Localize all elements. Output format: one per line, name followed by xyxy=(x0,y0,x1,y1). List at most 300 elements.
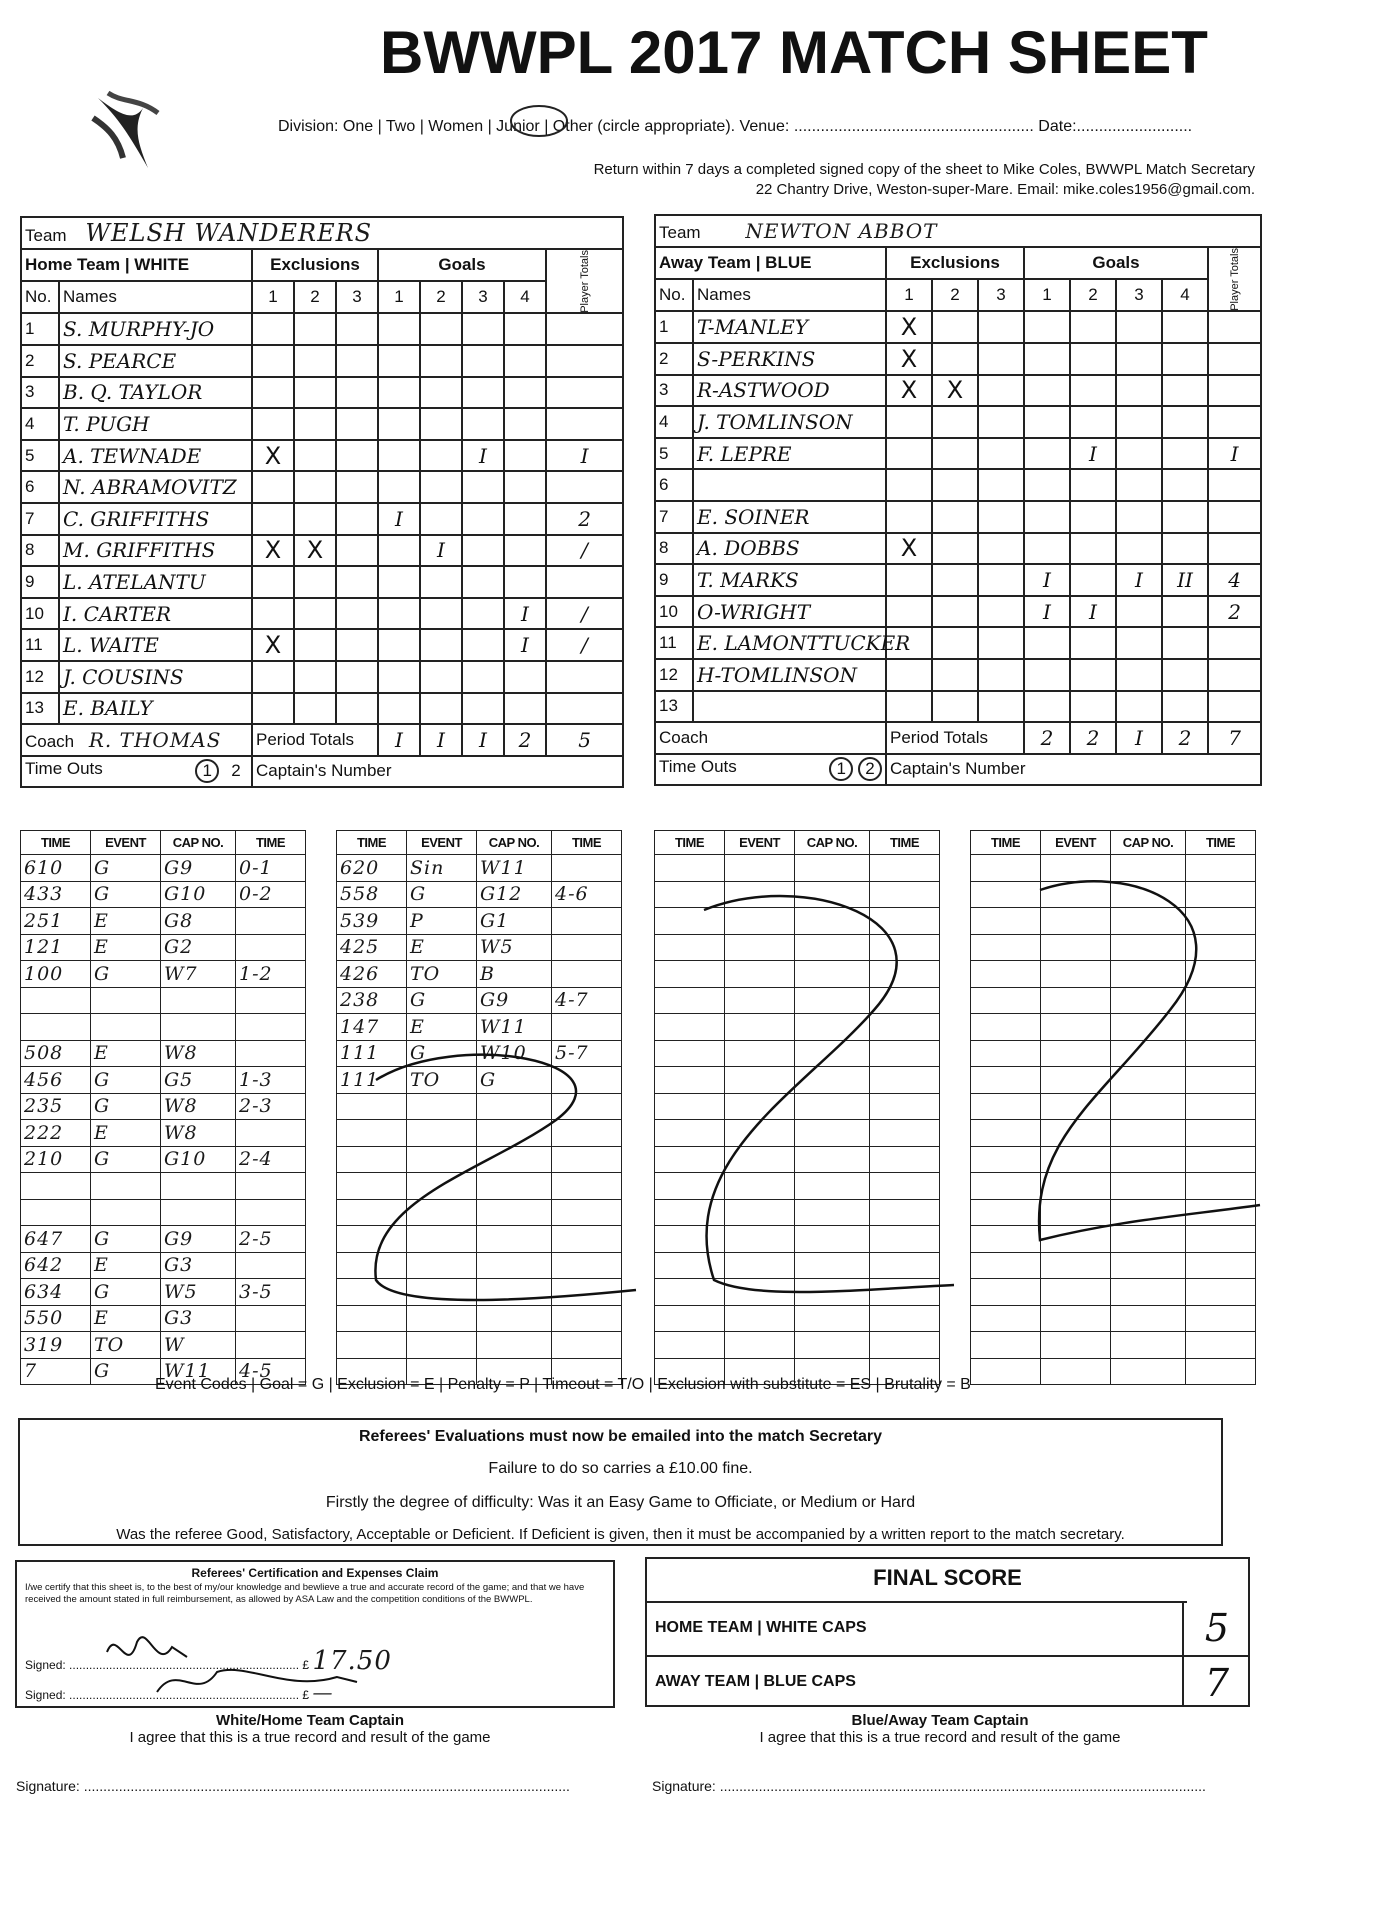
exclusion-mark xyxy=(294,598,336,630)
away-timeout-1: 1 xyxy=(829,757,853,781)
log-cell: G9 xyxy=(161,1226,236,1253)
exclusion-mark xyxy=(252,345,294,377)
log-cell xyxy=(870,1040,940,1067)
home-grand-total: 5 xyxy=(546,724,623,756)
player-total xyxy=(546,377,623,409)
log-cell xyxy=(725,1067,795,1094)
log-header-cell: TIME xyxy=(337,831,407,855)
log-cell xyxy=(1111,934,1186,961)
expense-amount-1: 17.50 xyxy=(312,1646,392,1676)
goal-mark xyxy=(504,345,546,377)
home-player-row xyxy=(21,408,623,440)
log-cell xyxy=(337,1173,407,1200)
player-total xyxy=(546,313,623,345)
player-name: E. LAMONTTUCKER xyxy=(693,627,886,659)
log-cell xyxy=(337,1146,407,1173)
away-player-rows xyxy=(655,311,1261,722)
away-captain-signature-line[interactable]: Signature: ............................................................................................................................. xyxy=(652,1778,1206,1794)
goal-col-1: 1 xyxy=(378,281,420,313)
log-cell: E xyxy=(91,1252,161,1279)
exclusion-mark xyxy=(932,659,978,691)
log-row xyxy=(337,1067,622,1094)
log-row xyxy=(971,1093,1256,1120)
log-cell xyxy=(161,1173,236,1200)
log-cell: 539 xyxy=(337,908,407,935)
goal-mark xyxy=(1024,627,1070,659)
log-cell xyxy=(725,1146,795,1173)
home-final-score: 5 xyxy=(1182,1601,1250,1655)
goal-mark xyxy=(420,471,462,503)
home-period-total: I xyxy=(378,724,420,756)
log-cell xyxy=(971,1332,1041,1359)
player-total: / xyxy=(546,629,623,661)
exclusion-mark xyxy=(294,471,336,503)
log-cell xyxy=(655,1279,725,1306)
player-total xyxy=(546,693,623,725)
log-cell: G xyxy=(477,1067,552,1094)
goal-mark xyxy=(1162,501,1208,533)
exclusion-mark xyxy=(294,408,336,440)
player-total xyxy=(1208,659,1261,691)
log-cell xyxy=(725,1173,795,1200)
log-cell xyxy=(725,1120,795,1147)
log-row xyxy=(21,855,306,882)
exclusions-header: Exclusions xyxy=(252,249,378,281)
home-team-name: WELSH WANDERERS xyxy=(85,218,373,247)
player-number: 2 xyxy=(21,345,59,377)
log-header-cell: TIME xyxy=(971,831,1041,855)
log-cell xyxy=(655,1014,725,1041)
player-number: 9 xyxy=(21,566,59,598)
log-cell: 426 xyxy=(337,961,407,988)
goal-mark xyxy=(462,503,504,535)
log-row xyxy=(655,908,940,935)
log-cell xyxy=(971,1279,1041,1306)
player-name: T-MANLEY xyxy=(693,311,886,343)
goal-mark xyxy=(420,408,462,440)
log-header-cell: TIME xyxy=(552,831,622,855)
log-cell xyxy=(477,1305,552,1332)
goal-mark xyxy=(1162,438,1208,470)
goal-mark xyxy=(1070,375,1116,407)
log-row xyxy=(337,987,622,1014)
log-row xyxy=(655,1067,940,1094)
goal-mark xyxy=(1070,343,1116,375)
goal-mark: I xyxy=(1024,596,1070,628)
signed-label: Signed: ..................................................................... £ xyxy=(25,1658,310,1672)
log-cell: TO xyxy=(407,1067,477,1094)
log-cell xyxy=(337,1305,407,1332)
log-cell xyxy=(870,1067,940,1094)
log-cell xyxy=(655,881,725,908)
log-cell: G xyxy=(407,1040,477,1067)
exclusion-mark xyxy=(294,313,336,345)
player-number: 7 xyxy=(655,501,693,533)
log-row xyxy=(971,987,1256,1014)
log-row xyxy=(21,1252,306,1279)
log-cell xyxy=(1186,1226,1256,1253)
log-cell xyxy=(870,881,940,908)
no-header: No. xyxy=(655,279,693,311)
log-cell xyxy=(725,1040,795,1067)
log-cell: G2 xyxy=(161,934,236,961)
goal-mark xyxy=(504,408,546,440)
log-header-row xyxy=(21,831,306,855)
log-cell: 610 xyxy=(21,855,91,882)
log-row xyxy=(21,1120,306,1147)
goal-col-3: 3 xyxy=(1116,279,1162,311)
log-row xyxy=(655,1146,940,1173)
player-number: 3 xyxy=(21,377,59,409)
log-cell xyxy=(91,1199,161,1226)
log-cell xyxy=(870,1093,940,1120)
log-cell xyxy=(1041,961,1111,988)
log-cell xyxy=(655,1305,725,1332)
log-row xyxy=(337,855,622,882)
away-player-row xyxy=(655,375,1261,407)
log-cell: G9 xyxy=(477,987,552,1014)
log-row xyxy=(971,1120,1256,1147)
log-cell: G5 xyxy=(161,1067,236,1094)
log-cell xyxy=(236,1252,306,1279)
log-cell xyxy=(655,855,725,882)
goal-mark xyxy=(1116,533,1162,565)
player-number: 1 xyxy=(21,313,59,345)
log-row xyxy=(971,1040,1256,1067)
log-cell xyxy=(1111,1146,1186,1173)
player-number: 11 xyxy=(655,627,693,659)
log-cell xyxy=(21,1014,91,1041)
away-player-row xyxy=(655,469,1261,501)
log-cell xyxy=(236,1305,306,1332)
log-cell xyxy=(655,908,725,935)
log-row xyxy=(337,1120,622,1147)
log-row xyxy=(971,1146,1256,1173)
coach-label: Coach xyxy=(25,731,75,751)
log-cell: 550 xyxy=(21,1305,91,1332)
log-cell xyxy=(725,1252,795,1279)
log-row xyxy=(21,1199,306,1226)
log-cell xyxy=(1186,1040,1256,1067)
goal-mark xyxy=(462,598,504,630)
goal-mark xyxy=(504,566,546,598)
player-total: / xyxy=(546,535,623,567)
log-cell xyxy=(725,1093,795,1120)
log-cell xyxy=(971,1093,1041,1120)
away-captain-title: Blue/Away Team Captain xyxy=(851,1712,1029,1729)
goal-mark xyxy=(462,313,504,345)
exclusion-mark xyxy=(336,503,378,535)
goal-mark xyxy=(504,471,546,503)
log-cell xyxy=(795,1226,870,1253)
log-header-row xyxy=(971,831,1256,855)
goal-mark xyxy=(1116,438,1162,470)
log-cell: 147 xyxy=(337,1014,407,1041)
log-cell xyxy=(1111,881,1186,908)
log-cell xyxy=(552,961,622,988)
player-total xyxy=(1208,406,1261,438)
player-name: A. DOBBS xyxy=(693,533,886,565)
away-period-total: 2 xyxy=(1070,722,1116,754)
log-row xyxy=(655,961,940,988)
referee-signatures xyxy=(97,1622,397,1712)
log-cell: G xyxy=(91,1067,161,1094)
log-cell xyxy=(1186,1120,1256,1147)
goal-mark xyxy=(420,345,462,377)
log-cell: E xyxy=(91,1040,161,1067)
home-player-row xyxy=(21,471,623,503)
log-cell: G10 xyxy=(161,1146,236,1173)
log-row xyxy=(655,1040,940,1067)
log-cell xyxy=(1111,1226,1186,1253)
log-cell xyxy=(1041,1226,1111,1253)
goal-col-3: 3 xyxy=(462,281,504,313)
log-cell xyxy=(1041,881,1111,908)
exclusions-header: Exclusions xyxy=(886,247,1024,279)
log-cell xyxy=(870,1305,940,1332)
log-cell xyxy=(21,987,91,1014)
log-cell xyxy=(870,1252,940,1279)
log-cell xyxy=(1041,1305,1111,1332)
log-cell xyxy=(870,908,940,935)
log-cell: G xyxy=(91,1093,161,1120)
log-cell xyxy=(552,1332,622,1359)
log-cell: G12 xyxy=(477,881,552,908)
goal-mark xyxy=(1070,691,1116,723)
home-player-row xyxy=(21,440,623,472)
log-cell xyxy=(971,908,1041,935)
return-line: Return within 7 days a completed signed copy of the sheet to Mike Coles, BWWPL Match Secretary xyxy=(593,161,1255,178)
log-cell: W5 xyxy=(477,934,552,961)
away-team-header: Away Team | BLUE xyxy=(655,247,886,279)
exclusion-mark xyxy=(294,377,336,409)
log-row xyxy=(337,1093,622,1120)
log-cell xyxy=(725,1226,795,1253)
log-cell: G xyxy=(91,881,161,908)
log-row xyxy=(337,934,622,961)
goal-mark: I xyxy=(504,629,546,661)
log-cell xyxy=(1186,961,1256,988)
log-row xyxy=(21,987,306,1014)
player-number: 11 xyxy=(21,629,59,661)
log-cell: B xyxy=(477,961,552,988)
log-cell xyxy=(1186,881,1256,908)
away-player-row xyxy=(655,564,1261,596)
goal-mark xyxy=(378,629,420,661)
log-row xyxy=(337,1279,622,1306)
log-cell xyxy=(477,1199,552,1226)
log-row xyxy=(337,961,622,988)
away-timeout-2: 2 xyxy=(858,757,882,781)
log-cell xyxy=(1041,1146,1111,1173)
goal-mark xyxy=(1070,659,1116,691)
log-cell xyxy=(337,1199,407,1226)
log-row xyxy=(655,934,940,961)
home-team-header: Home Team | WHITE xyxy=(21,249,252,281)
log-cell xyxy=(1041,1358,1111,1385)
exclusion-mark xyxy=(252,693,294,725)
log-cell: 319 xyxy=(21,1332,91,1359)
log-cell: W5 xyxy=(161,1279,236,1306)
exclusion-mark xyxy=(886,501,932,533)
log-cell: G xyxy=(407,987,477,1014)
time-outs-label: Time Outs xyxy=(659,757,737,777)
names-header: Names xyxy=(693,279,886,311)
log-cell xyxy=(552,1279,622,1306)
goal-mark xyxy=(1070,564,1116,596)
player-total xyxy=(1208,691,1261,723)
goals-header: Goals xyxy=(1024,247,1208,279)
exclusion-mark xyxy=(932,596,978,628)
player-number: 10 xyxy=(655,596,693,628)
log-cell xyxy=(655,1067,725,1094)
goal-mark: I xyxy=(1070,438,1116,470)
goal-mark xyxy=(1162,533,1208,565)
home-captain-signature-line[interactable]: Signature: ............................................................................................................................. xyxy=(16,1778,570,1794)
log-row xyxy=(971,1199,1256,1226)
log-row xyxy=(971,1332,1256,1359)
log-cell xyxy=(407,1093,477,1120)
log-cell xyxy=(795,1120,870,1147)
log-row xyxy=(21,1093,306,1120)
log-cell xyxy=(236,1173,306,1200)
log-cell xyxy=(337,1226,407,1253)
player-total xyxy=(1208,501,1261,533)
log-header-cell: EVENT xyxy=(407,831,477,855)
log-cell xyxy=(552,1252,622,1279)
log-cell xyxy=(337,1093,407,1120)
exclusion-mark xyxy=(978,627,1024,659)
log-row xyxy=(21,961,306,988)
player-total xyxy=(546,566,623,598)
away-player-row xyxy=(655,343,1261,375)
referee-rating-text: Was the referee Good, Satisfactory, Acceptable or Deficient. If Deficient is given, then it must be accompanied by a written report to the match secretary. xyxy=(116,1526,1125,1543)
goal-mark xyxy=(1162,659,1208,691)
away-player-row xyxy=(655,406,1261,438)
home-coach: R. THOMAS xyxy=(88,727,222,752)
log-cell xyxy=(236,1332,306,1359)
log-cell xyxy=(407,1226,477,1253)
log-cell xyxy=(236,1120,306,1147)
log-cell: 2-3 xyxy=(236,1093,306,1120)
log-cell xyxy=(795,987,870,1014)
away-player-row xyxy=(655,596,1261,628)
player-name: B. Q. TAYLOR xyxy=(59,377,252,409)
player-total: I xyxy=(546,440,623,472)
log-cell xyxy=(1111,1252,1186,1279)
goal-mark: I xyxy=(1116,564,1162,596)
log-cell xyxy=(1186,1305,1256,1332)
log-cell xyxy=(1041,1332,1111,1359)
names-header: Names xyxy=(59,281,252,313)
log-row xyxy=(971,1252,1256,1279)
certification-text: I/we certify that this sheet is, to the best of my/our knowledge and bewlieve a true and accurate record of the game; and that we have received the amount stated in full reimbursement, as allowed by ASA Law and the competition conditions of the BWWPL. xyxy=(25,1582,585,1605)
player-name: N. ABRAMOVITZ xyxy=(59,471,252,503)
away-period-total: 2 xyxy=(1024,722,1070,754)
goal-mark xyxy=(420,313,462,345)
exclusion-mark xyxy=(932,627,978,659)
log-cell xyxy=(1041,1093,1111,1120)
goal-col-1: 1 xyxy=(1024,279,1070,311)
away-player-row xyxy=(655,438,1261,470)
log-cell xyxy=(795,1279,870,1306)
log-cell xyxy=(971,934,1041,961)
exclusion-mark xyxy=(932,343,978,375)
event-codes-legend: Event Codes | Goal = G | Exclusion = E | Penalty = P | Timeout = T/O | Exclusion with substitute = ES | Brutality = B xyxy=(155,1376,971,1393)
log-cell xyxy=(971,881,1041,908)
exclusion-mark xyxy=(886,564,932,596)
home-timeout-2: 2 xyxy=(231,761,241,781)
log-row xyxy=(337,1226,622,1253)
goal-mark xyxy=(504,440,546,472)
exclusion-mark xyxy=(978,659,1024,691)
log-row xyxy=(21,908,306,935)
log-cell: P xyxy=(407,908,477,935)
player-number: 5 xyxy=(21,440,59,472)
log-row xyxy=(337,1252,622,1279)
log-cell xyxy=(236,1040,306,1067)
ex-col-3: 3 xyxy=(336,281,378,313)
player-number: 5 xyxy=(655,438,693,470)
goal-mark xyxy=(1162,311,1208,343)
log-row xyxy=(337,1199,622,1226)
log-header-row xyxy=(337,831,622,855)
signed-label: Signed: ..................................................................... £ xyxy=(25,1688,310,1702)
goal-mark xyxy=(504,535,546,567)
home-period-total: I xyxy=(462,724,504,756)
goal-mark xyxy=(1116,627,1162,659)
home-player-row xyxy=(21,345,623,377)
goal-mark xyxy=(1024,501,1070,533)
exclusion-mark: X xyxy=(886,375,932,407)
log-cell xyxy=(725,1305,795,1332)
log-cell: G1 xyxy=(477,908,552,935)
ex-col-1: 1 xyxy=(252,281,294,313)
goal-mark xyxy=(420,440,462,472)
log-row xyxy=(337,881,622,908)
exclusion-mark: X xyxy=(252,629,294,661)
home-period-total: 2 xyxy=(504,724,546,756)
log-header-cell: EVENT xyxy=(725,831,795,855)
log-cell xyxy=(795,908,870,935)
log-cell: W8 xyxy=(161,1040,236,1067)
event-log-4 xyxy=(970,830,1256,1385)
exclusion-mark xyxy=(294,503,336,535)
exclusion-mark xyxy=(886,438,932,470)
log-cell: W7 xyxy=(161,961,236,988)
log-cell xyxy=(725,1199,795,1226)
log-cell xyxy=(655,1120,725,1147)
log-cell xyxy=(552,855,622,882)
log-cell xyxy=(236,1199,306,1226)
log-row xyxy=(655,1173,940,1200)
home-team-table xyxy=(20,216,624,788)
player-name: I. CARTER xyxy=(59,598,252,630)
home-player-row xyxy=(21,693,623,725)
player-total xyxy=(1208,311,1261,343)
log-cell xyxy=(971,1173,1041,1200)
log-cell xyxy=(1111,1067,1186,1094)
log-cell xyxy=(870,1332,940,1359)
away-team-table xyxy=(654,214,1262,786)
exclusion-mark xyxy=(978,691,1024,723)
goal-mark xyxy=(504,693,546,725)
log-cell xyxy=(1041,1279,1111,1306)
log-cell xyxy=(725,934,795,961)
exclusion-mark xyxy=(252,661,294,693)
log-cell xyxy=(1111,1332,1186,1359)
log-cell: G xyxy=(91,1279,161,1306)
